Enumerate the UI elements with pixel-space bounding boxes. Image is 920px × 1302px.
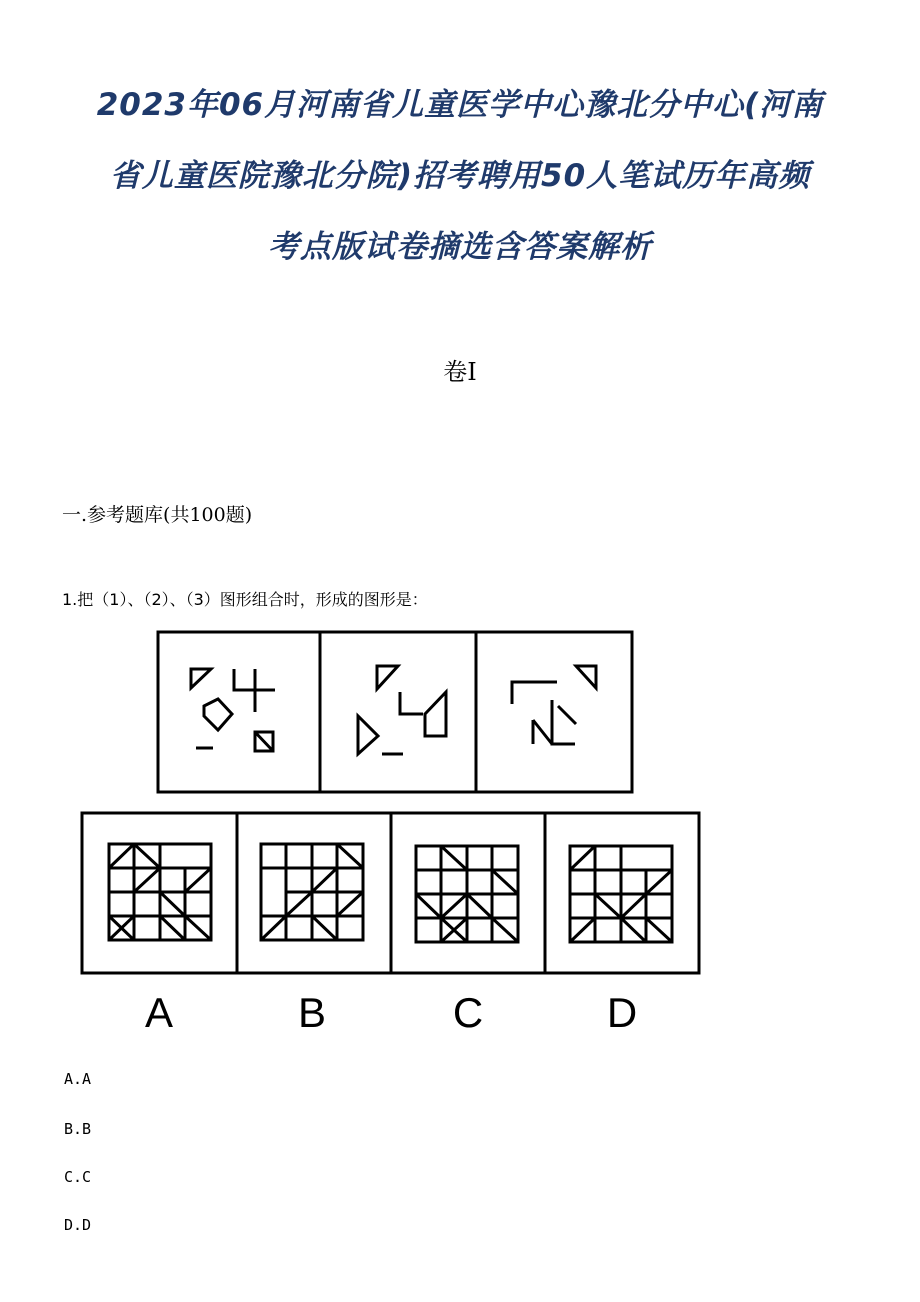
document-title bbox=[40, 70, 880, 283]
title-line-1: 2023年06月河南省儿童医学中心豫北分中心(河南 bbox=[96, 87, 824, 123]
title-line-3: 考点版试卷摘选含答案解析 bbox=[268, 229, 652, 265]
option-a-pattern bbox=[109, 844, 211, 940]
question-stem bbox=[62, 587, 428, 610]
question-figure bbox=[0, 620, 920, 1040]
answer-option-a[interactable]: A.A bbox=[64, 1070, 92, 1088]
answer-option-d[interactable]: D.D bbox=[64, 1216, 92, 1234]
figure-label-c: C bbox=[452, 989, 484, 1036]
answer-option-b[interactable]: B.B bbox=[64, 1120, 92, 1138]
piece-1 bbox=[191, 669, 275, 751]
volume-heading: 卷I bbox=[443, 358, 477, 386]
figure-label-a: A bbox=[144, 989, 174, 1036]
option-b-pattern bbox=[261, 844, 363, 940]
figure-label-b: B bbox=[297, 989, 327, 1036]
question-number: 1. bbox=[62, 590, 78, 609]
option-d-pattern bbox=[570, 846, 672, 942]
figure-label-d: D bbox=[606, 989, 638, 1036]
section-heading: 一.参考题库(共100题) bbox=[62, 504, 253, 526]
title-line-2: 省儿童医院豫北分院)招考聘用50人笔试历年高频 bbox=[109, 158, 811, 194]
option-c-pattern bbox=[416, 846, 518, 942]
question-text: 把（1）、（2）、（3）图形组合时，形成的图形是： bbox=[77, 590, 428, 609]
piece-3 bbox=[512, 666, 596, 744]
piece-2 bbox=[358, 666, 446, 754]
answer-option-c[interactable]: C.C bbox=[64, 1168, 92, 1186]
